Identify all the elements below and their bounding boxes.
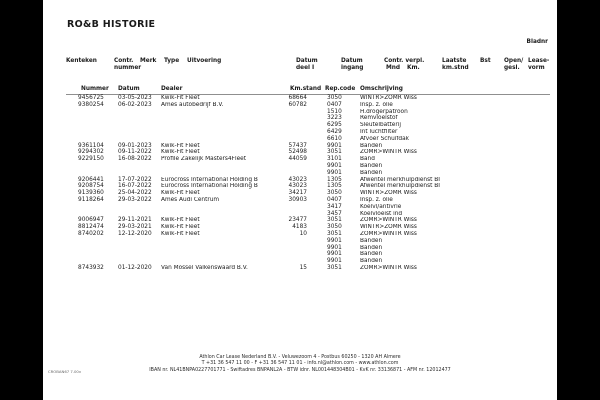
cell-repcode: 1305 (327, 176, 342, 183)
cell-nummer (78, 238, 118, 245)
cell-dealer: Kwik-Fit Fleet (161, 95, 200, 101)
cell-kmstand (287, 204, 307, 211)
cell-nummer (78, 211, 118, 218)
cell-nummer (78, 129, 118, 136)
table-row (43, 102, 557, 109)
cell-omschrijving: Band (360, 156, 375, 163)
cell-nummer (78, 245, 118, 252)
col-header-type-label: Type (164, 58, 180, 64)
cell-nummer: 9118264 (78, 196, 104, 203)
cell-repcode: 3051 (327, 264, 342, 271)
cell-nummer: 9294302 (78, 149, 104, 156)
cell-repcode: 3051 (327, 230, 342, 237)
cell-dealer (161, 245, 287, 252)
cell-omschrijving: Afwentel merkhulpdienst BI (360, 176, 440, 183)
cell-omschrijving: Banden (360, 142, 383, 149)
cell-repcode: 0407 (327, 196, 342, 203)
table-row (43, 170, 557, 177)
cell-omschrijving: ZOMR>WINTR Wiss (360, 230, 417, 237)
cell-dealer: Ames autobedrijf B.V. (161, 101, 224, 108)
cell-datum: 29-03-2021 (118, 224, 152, 231)
col-header-mnd-label: Mnd (386, 65, 401, 71)
cell-omschrijving: H.drogerpatroon (360, 108, 408, 115)
col-header-laatste-l1: Laatste (442, 58, 467, 64)
cell-omschrijving: Insp. z. olie (360, 196, 393, 203)
cell-dealer (161, 136, 287, 143)
col-header-contr-l2: nummer (114, 65, 142, 71)
cell-kmstand: 23477 (288, 217, 307, 224)
cell-datum: 09-01-2023 (118, 142, 152, 149)
col-header-datum-deel-1 (296, 58, 318, 72)
col-header-contr-l1: Contr. (114, 58, 134, 64)
cell-dealer (161, 258, 287, 265)
col-header-uitvoering-label: Uitvoering (187, 58, 222, 64)
cell-dealer: Kwik-Fit Fleet (161, 230, 200, 237)
col-header-leasevorm (528, 58, 549, 72)
cell-dealer (161, 163, 287, 170)
cell-kmstand: 30903 (288, 196, 307, 203)
company-footer (43, 355, 557, 374)
cell-dealer (161, 238, 287, 245)
cell-kmstand: 44059 (288, 156, 307, 163)
cell-repcode: 3050 (327, 190, 342, 197)
cell-datum (118, 258, 161, 265)
cell-datum (118, 115, 161, 122)
table-header-repcode: Rep.code (325, 86, 356, 92)
cell-nummer: 9380254 (78, 101, 104, 108)
cell-repcode: 3417 (327, 203, 342, 210)
cell-datum (118, 136, 161, 143)
col-header-bst (480, 58, 491, 65)
cell-nummer: 9139360 (78, 190, 104, 197)
table-row (43, 224, 557, 231)
col-header-datum-ingang-l1: Datum (341, 58, 363, 64)
cell-dealer: Kwik-Fit Fleet (161, 190, 200, 197)
cell-nummer: 9456725 (78, 95, 104, 101)
table-row (43, 265, 557, 272)
cell-datum: 12-12-2020 (118, 230, 152, 237)
col-header-datum-ingang-l2: ingang (341, 65, 364, 71)
cell-omschrijving: Banden (360, 162, 383, 169)
cell-dealer: Ames Audi Centrum (161, 196, 220, 203)
cell-datum: 06-02-2023 (118, 101, 152, 108)
cell-omschrijving: Banden (360, 258, 383, 265)
table-row (43, 217, 557, 224)
cell-kmstand (287, 170, 307, 177)
cell-nummer: 9361104 (78, 142, 104, 149)
col-header-datum-deel-l2: deel I (296, 65, 315, 71)
cell-omschrijving: Sleutelbatterij (360, 122, 401, 129)
cell-nummer: 9229150 (78, 156, 104, 163)
cell-repcode: 9901 (327, 258, 342, 265)
table-row (43, 95, 557, 102)
cell-kmstand (287, 258, 307, 265)
col-header-lease-l2: vorm (528, 65, 545, 71)
table-row (43, 258, 557, 265)
col-header-km (407, 65, 420, 72)
table-row (43, 109, 557, 116)
cell-kmstand (287, 245, 307, 252)
cell-kmstand: 57437 (288, 142, 307, 149)
table-row (43, 149, 557, 156)
cell-repcode: 9901 (327, 162, 342, 169)
table-header-nummer: Nummer (81, 86, 109, 92)
table-row (43, 136, 557, 143)
table-row (43, 251, 557, 258)
table-row (43, 143, 557, 150)
cell-repcode: 6429 (327, 128, 342, 135)
col-header-lease-l1: Lease- (528, 58, 550, 64)
col-header-datum-deel-l1: Datum (296, 58, 318, 64)
table-row (43, 197, 557, 204)
cell-dealer: Profile Zakelijk Masters4Fleet (161, 156, 246, 163)
cell-omschrijving: Koelvloeist ind (360, 210, 403, 217)
cell-nummer: 8743932 (78, 264, 104, 271)
cell-dealer (161, 204, 287, 211)
cell-datum (118, 129, 161, 136)
cell-kmstand (287, 251, 307, 258)
footer-contact-line: T +31 36 547 11 00 - F +31 36 547 11 01 - info.nl@athlon.com - www.athlon.com (201, 361, 399, 367)
col-header-merk-label: Merk (140, 58, 157, 64)
table-row (43, 156, 557, 163)
col-header-uitvoering (187, 58, 221, 65)
cell-datum: 09-11-2022 (118, 149, 152, 156)
cell-repcode: 3101 (327, 156, 342, 163)
table-row (43, 211, 557, 218)
cell-dealer: Van Mossel Valkenswaard B.V. (161, 264, 248, 271)
cell-repcode: 9901 (327, 251, 342, 258)
col-header-open-l2: gesl. (504, 65, 520, 71)
cell-omschrijving: Banden (360, 169, 383, 176)
table-header-dealer: Dealer (161, 86, 183, 92)
table-row (43, 163, 557, 170)
cell-omschrijving: Int luchtfilter (360, 128, 398, 135)
cell-repcode: 1510 (327, 108, 342, 115)
cell-kmstand: 43023 (288, 183, 307, 190)
cell-nummer: 9208754 (78, 183, 104, 190)
cell-repcode: 9901 (327, 244, 342, 251)
table-row (43, 129, 557, 136)
cell-datum (118, 251, 161, 258)
cell-omschrijving: Remvloeistof (360, 115, 398, 122)
cell-repcode: 6610 (327, 135, 342, 142)
report-page (43, 0, 557, 400)
col-header-laatste-l2: km.stnd (442, 65, 469, 71)
cell-datum: 16-07-2022 (118, 183, 152, 190)
cell-kmstand (287, 122, 307, 129)
cell-nummer (78, 122, 118, 129)
cell-repcode: 3050 (327, 224, 342, 231)
cell-repcode: 3457 (327, 210, 342, 217)
history-table (43, 95, 557, 272)
cell-omschrijving: Banden (360, 244, 383, 251)
cell-kmstand: 4183 (292, 224, 307, 231)
table-row (43, 183, 557, 190)
cell-omschrijving: ZOMR>WINTR Wiss (360, 264, 417, 271)
cell-repcode: 0407 (327, 101, 342, 108)
cell-kmstand: 15 (299, 264, 307, 271)
cell-omschrijving: Insp. z. olie (360, 101, 393, 108)
cell-kmstand (287, 163, 307, 170)
cell-omschrijving: Banden (360, 251, 383, 258)
table-row (43, 204, 557, 211)
col-header-open-l1: Open/ (504, 58, 524, 64)
cell-repcode: 3050 (327, 95, 342, 101)
cell-nummer (78, 163, 118, 170)
cell-repcode: 9901 (327, 237, 342, 244)
cell-dealer: Eurocross International Holding B (161, 183, 258, 190)
cell-datum (118, 109, 161, 116)
cell-omschrijving: Afvoer Schuifdak (360, 135, 410, 142)
cell-nummer (78, 109, 118, 116)
table-row (43, 231, 557, 238)
col-header-bst-label: Bst (480, 58, 491, 64)
cell-nummer: 8740202 (78, 230, 104, 237)
cell-nummer (78, 251, 118, 258)
cell-dealer (161, 122, 287, 129)
cell-dealer: Eurocross International Holding B (161, 176, 258, 183)
cell-dealer: Kwik-Fit Fleet (161, 217, 200, 224)
cell-dealer (161, 251, 287, 258)
cell-dealer (161, 129, 287, 136)
cell-repcode: 1305 (327, 183, 342, 190)
cell-kmstand (287, 211, 307, 218)
cell-dealer: Kwik-Fit Fleet (161, 149, 200, 156)
cell-kmstand (287, 109, 307, 116)
cell-datum (118, 163, 161, 170)
col-header-merk (140, 58, 156, 65)
cell-datum: 25-04-2022 (118, 190, 152, 197)
cell-omschrijving: Banden (360, 237, 383, 244)
cell-datum (118, 170, 161, 177)
cell-nummer: 9006947 (78, 217, 104, 224)
cell-repcode: 9901 (327, 142, 342, 149)
page-title: RO&B HISTORIE (67, 19, 156, 30)
page-number-label: Bladnr (526, 39, 548, 45)
cell-dealer (161, 109, 287, 116)
table-row (43, 238, 557, 245)
footer-address-line: Athlon Car Lease Nederland B.V. - Veluwezoom 4 - Postbus 60250 - 1320 AH Almere (199, 355, 401, 360)
cell-kmstand: 10 (299, 230, 307, 237)
cell-kmstand (287, 238, 307, 245)
cell-repcode: 6295 (327, 122, 342, 129)
cell-datum: 29-03-2022 (118, 196, 152, 203)
cell-omschrijving: WINTR>ZOMR Wiss (360, 224, 417, 231)
cell-dealer (161, 115, 287, 122)
col-header-datum-ingang (341, 58, 363, 72)
cell-kmstand: 68664 (288, 95, 307, 101)
cell-nummer (78, 258, 118, 265)
col-header-contr-verpl (384, 58, 424, 65)
cell-datum: 01-12-2020 (118, 264, 152, 271)
report-version-id: CROBAN67 7.00v (48, 369, 82, 374)
cell-kmstand: 60782 (288, 101, 307, 108)
cell-datum: 17-07-2022 (118, 176, 152, 183)
cell-repcode: 3051 (327, 149, 342, 156)
cell-datum: 16-08-2022 (118, 156, 152, 163)
table-row (43, 245, 557, 252)
table-row (43, 115, 557, 122)
table-header-datum: Datum (118, 86, 140, 92)
cell-nummer: 9206441 (78, 176, 104, 183)
cell-omschrijving: Koelvl/antivrie (360, 203, 402, 210)
cell-dealer: Kwik-Fit Fleet (161, 224, 200, 231)
col-header-kenteken-label: Kenteken (66, 58, 97, 64)
col-header-mnd (386, 65, 400, 72)
cell-nummer (78, 136, 118, 143)
cell-nummer: 8812474 (78, 224, 104, 231)
cell-datum (118, 245, 161, 252)
cell-omschrijving: Afwentel merkhulpdienst BI (360, 183, 440, 190)
cell-kmstand (287, 136, 307, 143)
cell-kmstand: 52498 (288, 149, 307, 156)
col-header-open-gesl (504, 58, 523, 72)
cell-nummer (78, 170, 118, 177)
cell-omschrijving: WINTR>ZOMR Wiss (360, 190, 417, 197)
cell-omschrijving: WINTR>ZOMR Wiss (360, 95, 417, 101)
cell-dealer (161, 211, 287, 218)
cell-dealer: Kwik-Fit Fleet (161, 142, 200, 149)
cell-omschrijving: ZOMR>WINTR Wiss (360, 217, 417, 224)
cell-repcode: 9901 (327, 169, 342, 176)
col-header-kenteken (66, 58, 97, 65)
cell-datum (118, 204, 161, 211)
col-header-type (164, 58, 179, 65)
table-header-omschrijving: Omschrijving (360, 86, 403, 92)
cell-omschrijving: ZOMR>WINTR Wiss (360, 149, 417, 156)
col-header-km-label: Km. (407, 65, 420, 71)
cell-kmstand (287, 129, 307, 136)
cell-dealer (161, 170, 287, 177)
col-header-laatste-kmstand (442, 58, 469, 72)
footer-bank-line: IBAN nr. NL41BNPA0227701771 - Swiftadres BNPANL2A - BTW idnr. NL001448304B01 - KvK nr. 33136871 - AFM nr. 12012477 (149, 367, 451, 373)
table-row (43, 122, 557, 129)
cell-nummer (78, 115, 118, 122)
cell-datum (118, 122, 161, 129)
cell-kmstand: 34217 (288, 190, 307, 197)
cell-datum (118, 238, 161, 245)
cell-datum (118, 211, 161, 218)
cell-datum: 03-05-2023 (118, 95, 152, 101)
table-row (43, 177, 557, 184)
cell-repcode: 3223 (327, 115, 342, 122)
cell-kmstand (287, 115, 307, 122)
table-row (43, 190, 557, 197)
cell-nummer (78, 204, 118, 211)
col-header-contractnummer (114, 58, 141, 72)
col-header-contr-verpl-label: Contr. verpl. (384, 58, 425, 64)
cell-repcode: 3051 (327, 217, 342, 224)
cell-kmstand: 43023 (288, 176, 307, 183)
table-header-kmstand: Km.stand (290, 86, 322, 92)
cell-datum: 29-11-2021 (118, 217, 152, 224)
